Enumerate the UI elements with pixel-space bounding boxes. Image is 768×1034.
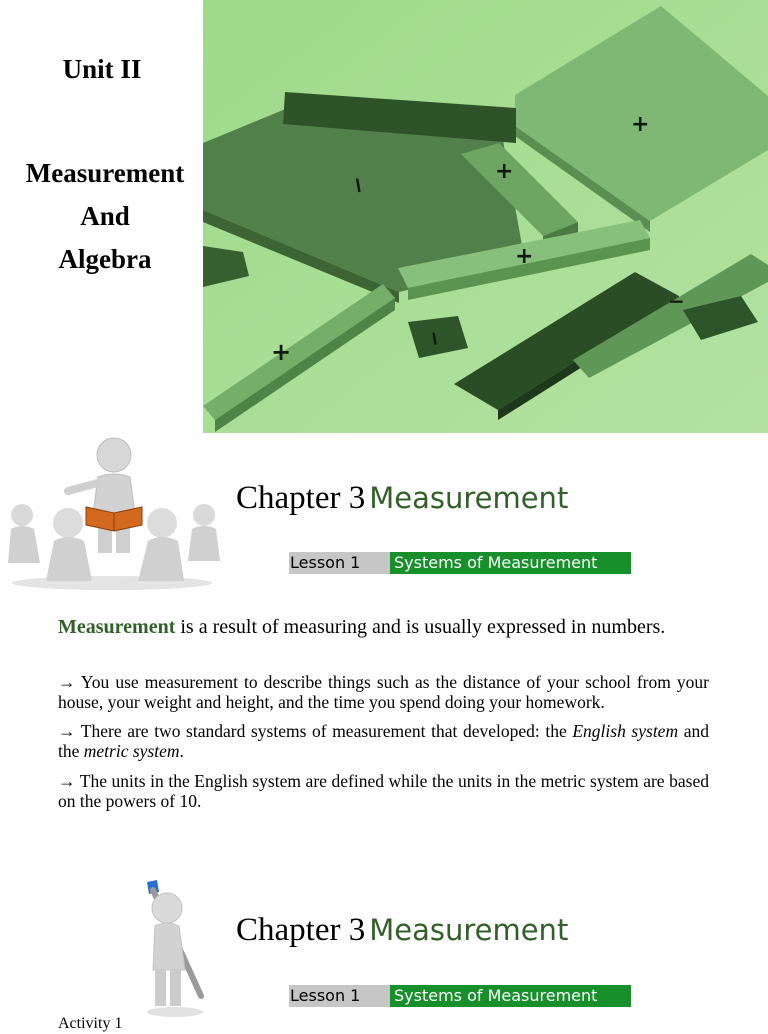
lesson-name: Systems of Measurement: [390, 552, 631, 574]
unit-title: Unit II: [62, 54, 142, 84]
unit-subtitle-line: And: [80, 201, 130, 231]
bullet-text: There are two standard systems of measurement that developed: the: [75, 721, 573, 741]
plus-symbol: +: [495, 159, 514, 184]
definition-text: is a result of measuring and is usually expressed in numbers.: [175, 616, 666, 638]
activity-heading: Activity 1: [58, 1015, 123, 1032]
unit-subtitle-line: Measurement: [25, 158, 185, 188]
minus-symbol: −: [668, 289, 685, 313]
minus-symbol: −: [421, 328, 449, 349]
figure-with-pencil-illustration: [135, 878, 215, 1018]
algebra-tiles-illustration: [203, 0, 768, 433]
bullet-text: .: [179, 741, 184, 761]
lesson-banner: [289, 985, 631, 1007]
teacher-reading-icon: [6, 435, 221, 590]
definition-paragraph: [58, 615, 709, 639]
unit-subtitle: [0, 152, 210, 281]
english-system-term: English system: [572, 721, 679, 741]
teacher-reading-illustration: [6, 435, 221, 590]
chapter-name: Measurement: [369, 481, 569, 515]
plus-symbol: +: [631, 112, 650, 137]
bullet-text: You use measurement to describe things such as the distance of your school from your house, your weight and height, and the time you spend doing your homework.: [58, 672, 709, 712]
arrow-icon: →: [58, 771, 76, 791]
unit-subtitle-line: Algebra: [58, 244, 152, 274]
plus-symbol: +: [271, 338, 292, 366]
chapter-number: Chapter 3: [236, 480, 366, 516]
algebra-tiles-image: [203, 0, 768, 433]
bullet-paragraph: [58, 672, 709, 712]
arrow-icon: →: [58, 672, 76, 692]
lesson-name: Systems of Measurement: [390, 985, 631, 1007]
lesson-number: Lesson 1: [289, 985, 390, 1007]
bullet-text: and the: [58, 721, 709, 761]
minus-symbol: −: [343, 174, 372, 197]
bullet-paragraph: [58, 721, 709, 761]
chapter-number: Chapter 3: [236, 912, 366, 948]
chapter-name: Measurement: [369, 913, 569, 947]
chapter-heading: [236, 478, 568, 518]
plus-symbol: +: [515, 244, 534, 269]
definition-term: Measurement: [58, 616, 176, 638]
lesson-number: Lesson 1: [289, 552, 390, 574]
bullet-paragraph: [58, 771, 709, 811]
chapter-heading: [236, 910, 568, 950]
lesson-banner: [289, 552, 631, 574]
metric-system-term: metric system: [83, 741, 180, 761]
arrow-icon: →: [58, 721, 76, 741]
figure-pencil-icon: [135, 878, 215, 1018]
bullet-text: The units in the English system are defined while the units in the metric system are based on the powers of 10.: [58, 771, 709, 811]
